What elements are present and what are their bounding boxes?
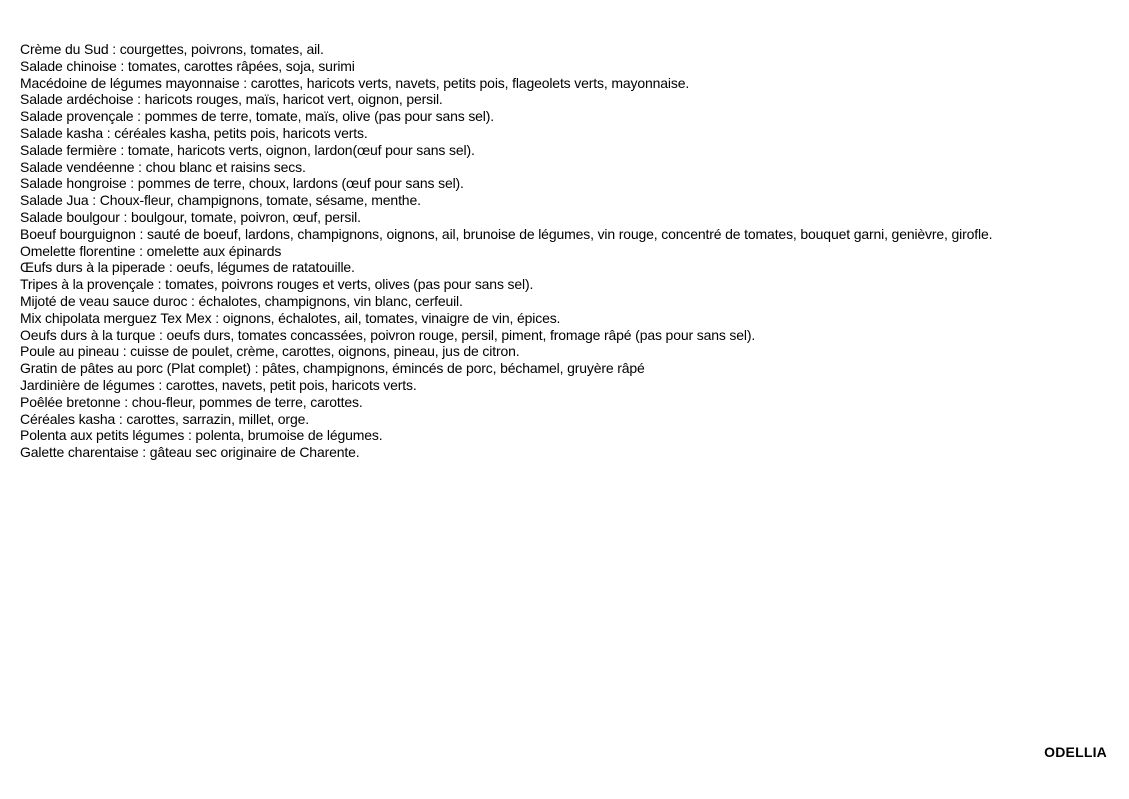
- list-item: Salade kasha : céréales kasha, petits pois, haricots verts.: [20, 124, 368, 141]
- list-item: Salade fermière : tomate, haricots verts, oignon, lardon(œuf pour sans sel).: [20, 141, 475, 158]
- list-item: Céréales kasha : carottes, sarrazin, millet, orge.: [20, 410, 309, 427]
- list-item: Crème du Sud : courgettes, poivrons, tomates, ail.: [20, 41, 324, 57]
- dish-description-list: [20, 41, 1115, 461]
- list-item: Salade boulgour : boulgour, tomate, poivron, œuf, persil.: [20, 208, 361, 225]
- list-item: Tripes à la provençale : tomates, poivrons rouges et verts, olives (pas pour sans sel).: [20, 276, 534, 293]
- list-item: Mix chipolata merguez Tex Mex : oignons, échalotes, ail, tomates, vinaigre de vin, épices.: [20, 309, 561, 326]
- list-item: Omelette florentine : omelette aux épinards: [20, 242, 282, 259]
- footer-brand: ODELLIA: [1044, 744, 1107, 760]
- list-item: Jardinière de légumes : carottes, navets, petit pois, haricots verts.: [20, 376, 417, 393]
- list-item: Salade hongroise : pommes de terre, choux, lardons (œuf pour sans sel).: [20, 175, 464, 192]
- list-item: Oeufs durs à la turque : oeufs durs, tomates concassées, poivron rouge, persil, piment, fromage râpé (pas pour sans sel).: [20, 326, 756, 343]
- list-item: Mijoté de veau sauce duroc : échalotes, champignons, vin blanc, cerfeuil.: [20, 292, 463, 309]
- list-item: Macédoine de légumes mayonnaise : carottes, haricots verts, navets, petits pois, flageolets verts, mayonnaise.: [20, 74, 690, 91]
- list-item: Salade vendéenne : chou blanc et raisins secs.: [20, 158, 306, 175]
- list-item: Galette charentaise : gâteau sec originaire de Charente.: [20, 444, 360, 461]
- list-item: Œufs durs à la piperade : oeufs, légumes de ratatouille.: [20, 259, 355, 276]
- list-item: Polenta aux petits légumes : polenta, brumoise de légumes.: [20, 427, 383, 444]
- list-item: Boeuf bourguignon : sauté de boeuf, lardons, champignons, oignons, ail, brunoise de légumes, vin rouge, concentré de tomates, bouquet garni, genièvre, girofle.: [20, 225, 993, 242]
- list-item: Salade Jua : Choux-fleur, champignons, tomate, sésame, menthe.: [20, 192, 421, 209]
- list-item: Gratin de pâtes au porc (Plat complet) : pâtes, champignons, émincés de porc, béchamel, gruyère râpé: [20, 360, 645, 377]
- list-item: Poêlée bretonne : chou-fleur, pommes de terre, carottes.: [20, 393, 363, 410]
- list-item: Salade provençale : pommes de terre, tomate, maïs, olive (pas pour sans sel).: [20, 108, 495, 125]
- list-item: Salade chinoise : tomates, carottes râpées, soja, surimi: [20, 57, 355, 74]
- list-item: Poule au pineau : cuisse de poulet, crème, carottes, oignons, pineau, jus de citron.: [20, 343, 520, 360]
- list-item: Salade ardéchoise : haricots rouges, maïs, haricot vert, oignon, persil.: [20, 91, 443, 108]
